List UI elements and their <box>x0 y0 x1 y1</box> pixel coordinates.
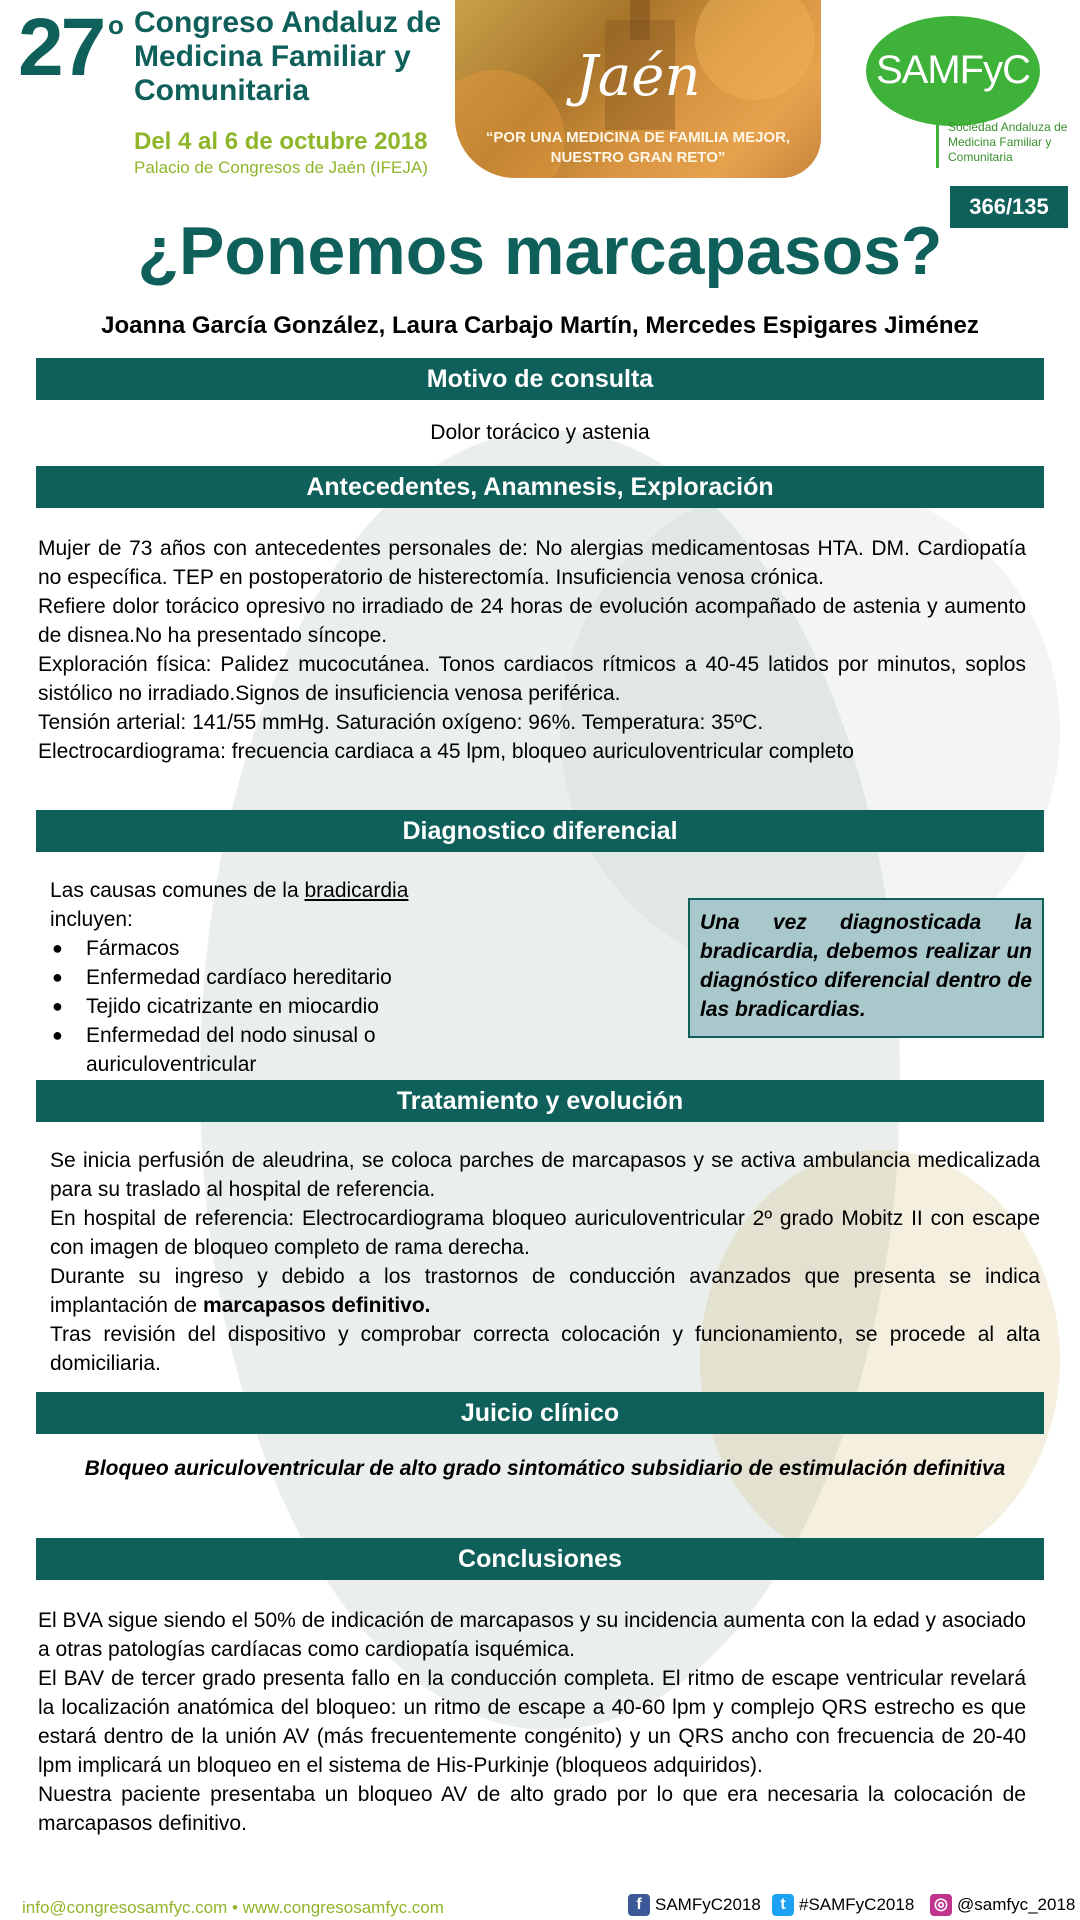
cause-item: ● Enfermedad del nodo sinusal o auriculoventricular <box>50 1021 446 1079</box>
banner-motto <box>455 128 821 168</box>
congress-number: 27 <box>18 2 104 93</box>
causes-intro-text: Las causas comunes de la <box>50 879 305 902</box>
tratamiento-emphasis: marcapasos definitivo. <box>202 1294 431 1317</box>
motivo-text: Dolor torácico y astenia <box>430 421 650 444</box>
poster-title: ¿Ponemos marcapasos? <box>137 213 943 289</box>
congress-header <box>0 0 1080 190</box>
antecedentes-paragraph: Tensión arterial: 141/55 mmHg. Saturación oxígeno: 96%. Temperatura: 35ºC. <box>38 711 764 734</box>
section-heading-juicio: Juicio clínico <box>36 1392 1044 1434</box>
footer-contact[interactable]: info@congresosamfyc.com • www.congresosamfyc.com <box>22 1898 444 1917</box>
conclusiones-paragraph: El BAV de tercer grado presenta fallo en la conducción completa. El ritmo de escape ventricular revelará la localización anatómica del bloqueo: un ritmo de escape a 40-60 lpm y complejo QRS estrecho es que estará dentro de la unión AV (más frecuentemente congénito) y un QRS ancho con frecuencia de 20-40 lpm implicará un bloqueo en el sistema de His-Purkinje (bloqueos adquiridos). <box>38 1667 1026 1777</box>
footer-facebook[interactable] <box>628 1894 761 1916</box>
section-heading-tratamiento: Tratamiento y evolución <box>36 1080 1044 1122</box>
congress-number-superscript: o <box>108 10 124 40</box>
cause-item: ● Tejido cicatrizante en miocardio <box>50 992 470 1021</box>
cause-item: ● Fármacos <box>50 934 470 963</box>
banner-motto-line-1: “POR UNA MEDICINA DE FAMILIA MEJOR, <box>485 129 791 146</box>
section-heading-conclusiones: Conclusiones <box>36 1538 1044 1580</box>
section-heading-antecedentes: Antecedentes, Anamnesis, Exploración <box>36 466 1044 508</box>
tratamiento-paragraph <box>50 1262 1040 1320</box>
logo-divider <box>936 118 939 168</box>
diagnostico-list-block <box>50 876 470 1108</box>
facebook-handle: SAMFyC2018 <box>655 1895 761 1914</box>
instagram-icon: ◎ <box>930 1894 952 1916</box>
tratamiento-paragraph: En hospital de referencia: Electrocardiograma bloqueo auriculoventricular 2º grado Mobitz II con escape con imagen de bloqueo completo de rama derecha. <box>50 1207 1040 1259</box>
congress-venue: Palacio de Congresos de Jaén (IFEJA) <box>134 158 428 177</box>
samfyc-logo-subtitle: Sociedad Andaluza de Medicina Familiar y Comunitaria <box>948 120 1068 164</box>
causes-intro-text-end: incluyen: <box>50 908 133 931</box>
section-heading-motivo: Motivo de consulta <box>36 358 1044 400</box>
tratamiento-paragraph-text: Durante su ingreso y debido a los trastornos de conducción avanzados que presenta se indica implantación de <box>50 1265 1040 1317</box>
antecedentes-paragraph: Mujer de 73 años con antecedentes personales de: No alergias medicamentosas HTA. DM. Cardiopatía no específica. TEP en postoperatorio de histerectomía. Insuficiencia venosa crónica. <box>38 537 1026 589</box>
tratamiento-paragraph: Tras revisión del dispositivo y comprobar correcta colocación y funcionamiento, se procede al alta domiciliaria. <box>50 1323 1040 1375</box>
cause-item: ● Enfermedad cardíaco hereditario <box>50 963 470 992</box>
banner-city-name: Jaén <box>575 44 701 109</box>
diagnostico-callout: Una vez diagnosticada la bradicardia, debemos realizar un diagnóstico diferencial dentro de las bradicardias. <box>688 898 1044 1038</box>
poster-authors: Joanna García González, Laura Carbajo Martín, Mercedes Espigares Jiménez <box>101 312 979 339</box>
footer-instagram[interactable] <box>930 1894 1075 1916</box>
antecedentes-paragraph: Electrocardiograma: frecuencia cardiaca a 45 lpm, bloqueo auriculoventricular completo <box>38 740 854 763</box>
jaen-banner-image <box>455 0 821 178</box>
instagram-handle: @samfyc_2018 <box>957 1895 1076 1914</box>
reference-badge: 366/135 <box>950 186 1068 228</box>
tratamiento-body <box>50 1146 1040 1378</box>
antecedentes-paragraph: Exploración física: Palidez mucocutánea. Tonos cardiacos rítmicos a 40-45 latidos por minutos, soplos sistólico no irradiado.Signos de insuficiencia venosa periférica. <box>38 653 1026 705</box>
tratamiento-paragraph: Se inicia perfusión de aleudrina, se coloca parches de marcapasos y se activa ambulancia medicalizada para su traslado al hospital de referencia. <box>50 1149 1040 1201</box>
antecedentes-paragraph: Refiere dolor torácico opresivo no irradiado de 24 horas de evolución acompañado de astenia y aumento de disnea.No ha presentado síncope. <box>38 595 1026 647</box>
bradicardia-link[interactable]: bradicardia <box>304 879 409 902</box>
congress-title: Congreso Andaluz de Medicina Familiar y Comunitaria <box>134 6 442 107</box>
congress-dates: Del 4 al 6 de octubre 2018 <box>134 128 428 155</box>
conclusiones-body <box>38 1606 1026 1838</box>
facebook-icon: f <box>628 1894 650 1916</box>
causes-intro <box>50 876 470 934</box>
twitter-handle: #SAMFyC2018 <box>799 1895 915 1914</box>
footer-twitter[interactable] <box>772 1894 914 1916</box>
juicio-text: Bloqueo auriculoventricular de alto grado sintomático subsidiario de estimulación definitiva <box>84 1457 1006 1480</box>
banner-motto-line-2: NUESTRO GRAN RETO” <box>550 149 726 166</box>
conclusiones-paragraph: El BVA sigue siendo el 50% de indicación de marcapasos y su incidencia aumenta con la edad y asociado a otras patologías cardíacas como cardiopatía isquémica. <box>38 1609 1026 1661</box>
samfyc-logo-text: SAMFyC <box>876 48 1030 92</box>
section-heading-diagnostico: Diagnostico diferencial <box>36 810 1044 852</box>
antecedentes-body <box>38 534 1026 766</box>
twitter-icon: t <box>772 1894 794 1916</box>
conclusiones-paragraph: Nuestra paciente presentaba un bloqueo AV de alto grado por lo que era necesaria la colocación de marcapasos definitivo. <box>38 1783 1026 1835</box>
